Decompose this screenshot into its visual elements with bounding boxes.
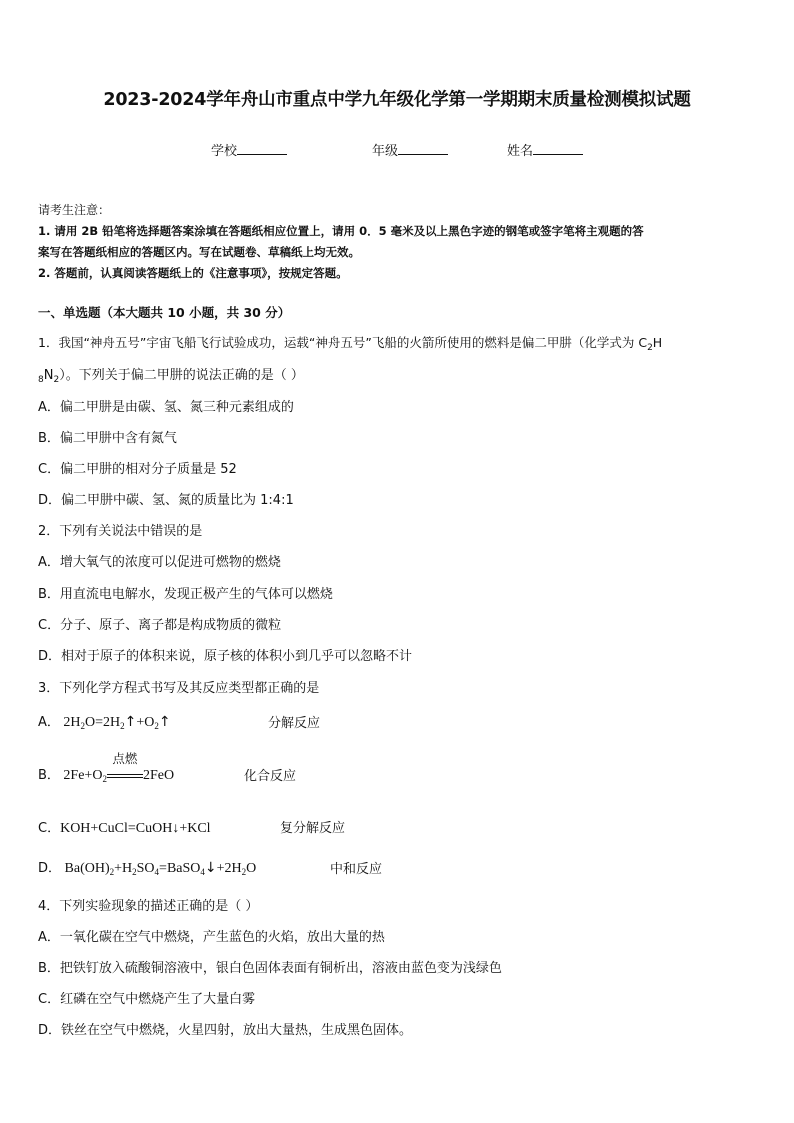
q4-option-d[interactable]: D．铁丝在空气中燃烧，火星四射，放出大量热，生成黑色固体。 (38, 1023, 413, 1038)
q2-option-a[interactable]: A．增大氧气的浓度可以促进可燃物的燃烧 (38, 555, 281, 570)
grade-blank[interactable] (398, 142, 448, 155)
name-label: 姓名 (507, 144, 534, 159)
q3-option-c[interactable]: C．KOH+CuCl=CuOH↓+KCl (38, 821, 211, 836)
q3-c-type: 复分解反应 (280, 821, 346, 836)
q1-option-d[interactable]: D．偏二甲肼中碳、氢、氮的质量比为 1:4:1 (38, 493, 294, 508)
q1-stem-line-1: 1．我国“神舟五号”宇宙飞船飞行试验成功，运载“神舟五号”飞船的火箭所使用的燃料是偏二甲肼（化学式为 $C_2H$ (38, 335, 663, 353)
grade-field[interactable] (372, 140, 448, 159)
q2-option-b[interactable]: B．用直流电电解水，发现正极产生的气体可以燃烧 (38, 587, 333, 602)
school-label: 学校 (211, 144, 238, 159)
q4-option-a[interactable]: A．一氧化碳在空气中燃烧，产生蓝色的火焰，放出大量的热 (38, 930, 385, 945)
q3-a-type: 分解反应 (268, 716, 321, 731)
q3-stem: 3．下列化学方程式书写及其反应类型都正确的是 (38, 681, 320, 696)
q3-b-type: 化合反应 (244, 769, 297, 784)
q3-a-equation: $2H_2O=2H_2↑+O_2↑$ (59, 714, 171, 731)
notice-heading: 请考生注意： (38, 203, 111, 217)
school-field[interactable] (211, 140, 287, 159)
q3-d-type: 中和反应 (330, 862, 383, 877)
q1-option-b[interactable]: B．偏二甲肼中含有氮气 (38, 431, 177, 446)
grade-label: 年级 (372, 144, 399, 159)
section-title: 一、单选题（本大题共 10 小题，共 30 分） (38, 305, 291, 320)
q2-option-d[interactable]: D．相对于原子的体积来说，原子核的体积小到几乎可以忽略不计 (38, 649, 413, 664)
q1-option-c[interactable]: C．偏二甲肼的相对分子质量是 52 (38, 462, 237, 477)
q2-option-c[interactable]: C．分子、原子、离子都是构成物质的微粒 (38, 618, 282, 633)
name-field[interactable] (507, 140, 583, 159)
q4-option-c[interactable]: C．红磷在空气中燃烧产生了大量白雾 (38, 992, 256, 1007)
q3-option-d[interactable]: D． $Ba(OH)_2+H_2SO_4=BaSO_4↓+2H_2O$ (38, 860, 257, 877)
q3-b-equation: $2Fe+O_2$ 点燃 2FeO (59, 751, 175, 784)
q3-option-b[interactable]: B． $2Fe+O_2$ 点燃 2FeO (38, 751, 175, 784)
notice-item-2: 2. 答题前，认真阅读答题纸上的《注意事项》，按规定答题。 (38, 266, 348, 280)
q1-option-a[interactable]: A．偏二甲肼是由碳、氢、氮三种元素组成的 (38, 400, 294, 415)
notice-item-1-line-1: 1. 请用 2B 铅笔将选择题答案涂填在答题纸相应位置上，请用 0．5 毫米及以上黑色字迹的钢笔或签字笔将主观题的答 (38, 224, 644, 238)
reaction-condition: 点燃 (107, 768, 143, 784)
page-title: 2023-2024学年舟山市重点中学九年级化学第一学期期末质量检测模拟试题 (103, 90, 691, 110)
school-blank[interactable] (237, 142, 287, 155)
q2-stem: 2．下列有关说法中错误的是 (38, 524, 203, 539)
q3-d-equation: $Ba(OH)_2+H_2SO_4=BaSO_4↓+2H_2O$ (61, 860, 257, 877)
notice-item-1-line-2: 案写在答题纸相应的答题区内。写在试题卷、草稿纸上均无效。 (38, 245, 360, 259)
q3-option-a[interactable]: A． $2H_2O=2H_2↑+O_2↑$ (38, 714, 171, 731)
q1-stem-line-2: $_8N_2$）。下列关于偏二甲肼的说法正确的是（ ） (38, 368, 304, 385)
q4-option-b[interactable]: B．把铁钉放入硫酸铜溶液中，银白色固体表面有铜析出，溶液由蓝色变为浅绿色 (38, 961, 502, 976)
q3-c-equation: KOH+CuCl=CuOH↓+KCl (60, 821, 211, 836)
q4-stem: 4．下列实验现象的描述正确的是（ ） (38, 899, 259, 914)
name-blank[interactable] (533, 142, 583, 155)
